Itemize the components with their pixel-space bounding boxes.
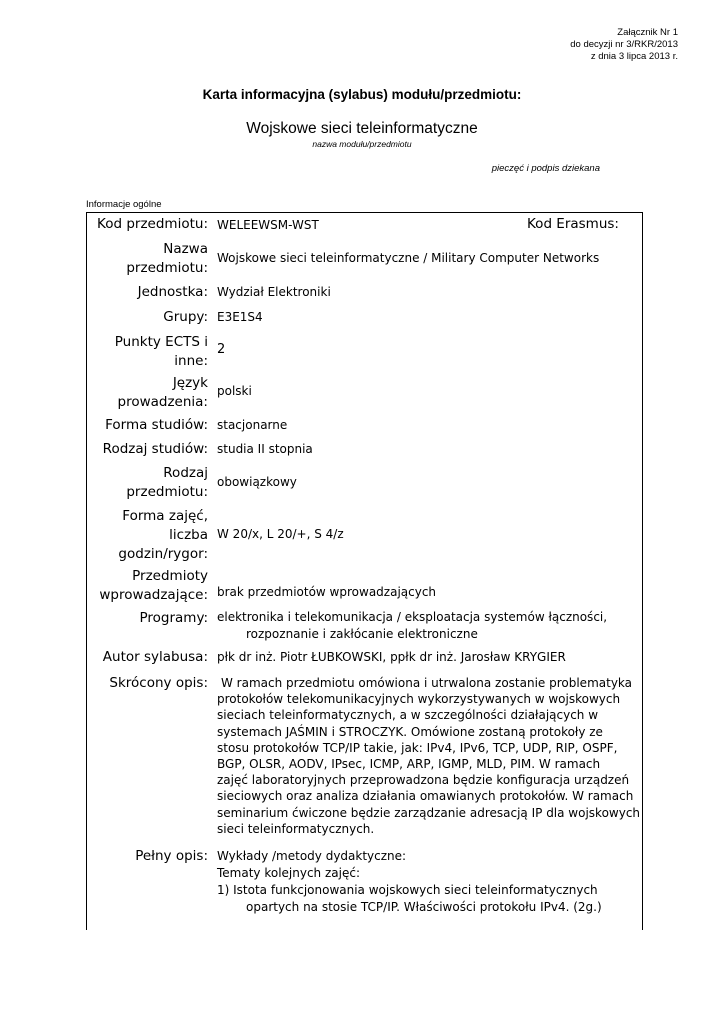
skrocony-opis-line: protokołów telekomunikacyjnych wykorzystywanych w wojskowych: [217, 692, 621, 707]
wprowadzajace-value: brak przedmiotów wprowadzających: [217, 585, 437, 599]
pelny-opis-label: Pełny opis:: [135, 848, 208, 864]
course-name: Wojskowe sieci teleinformatyczne: [246, 120, 478, 137]
skrocony-opis-line: sieciowych oraz analiza działania omawianych protokołów. W ramach: [217, 789, 634, 804]
dean-seal-note: pieczęć i podpis dziekana: [491, 163, 600, 174]
annex-line-1: Załącznik Nr 1: [617, 27, 678, 38]
wprowadzajace-label-line-2: wprowadzające:: [99, 587, 208, 603]
jednostka-value: Wydział Elektroniki: [217, 285, 331, 299]
skrocony-opis-line: sieciach teleinformatycznych, a w szczególności działających w: [217, 708, 599, 723]
frame-right-border: [642, 212, 643, 930]
programy-value-line-2: rozpoznanie i zakłócanie elektroniczne: [246, 627, 478, 641]
rodzaj-przedmiotu-label: [126, 464, 208, 502]
autor-value: płk dr inż. Piotr ŁUBKOWSKI, ppłk dr inż. Jarosław KRYGIER: [217, 650, 566, 664]
autor-label: Autor sylabusa:: [102, 649, 208, 665]
pelny-opis-line: opartych na stosie TCP/IP. Właściwości protokołu IPv4. (2g.): [246, 900, 602, 914]
programy-value-line-1: elektronika i telekomunikacja / eksploatacja systemów łączności,: [217, 610, 608, 624]
forma-zajec-label-line-1: Forma zajęć,: [122, 508, 208, 524]
skrocony-opis-line: W ramach przedmiotu omówiona i utrwalona zostanie problematyka: [221, 676, 633, 690]
nazwa-label: [126, 240, 208, 278]
erasmus-label: Kod Erasmus:: [527, 216, 619, 232]
pelny-opis-line: Wykłady /metody dydaktyczne:: [217, 849, 407, 863]
kod-value: WELEEWSM-WST: [217, 218, 319, 232]
section-label: Informacje ogólne: [86, 199, 162, 210]
jednostka-label: Jednostka:: [137, 284, 208, 300]
pelny-opis-text: [217, 848, 642, 916]
skrocony-opis-line: stosu protokołów TCP/IP takie, jak: IPv4, IPv6, TCP, UDP, RIP, OSPF,: [217, 740, 618, 755]
forma-zajec-value: W 20/x, L 20/+, S 4/z: [217, 527, 344, 541]
forma-studiow-label: Forma studiów:: [105, 417, 208, 433]
frame-left-border: [86, 212, 87, 930]
skrocony-opis-label: Skrócony opis:: [109, 675, 208, 691]
course-name-caption: nazwa modułu/przedmiotu: [312, 139, 412, 149]
jezyk-value: polski: [217, 384, 252, 398]
forma-zajec-label: [118, 507, 208, 564]
ects-label: [115, 333, 208, 371]
skrocony-opis-line: BGP, OLSR, AODV, IPsec, ICMP, ARP, IGMP, MLD, PIM. W ramach: [217, 757, 601, 772]
rodzaj-studiow-label: Rodzaj studiów:: [102, 441, 208, 457]
skrocony-opis-line: zajęć laboratoryjnych przeprowadzona będzie konfiguracja urządzeń: [217, 773, 630, 788]
wprowadzajace-label: [99, 567, 208, 605]
nazwa-value: Wojskowe sieci teleinformatyczne / Military Computer Networks: [217, 251, 600, 265]
ects-label-line-2: inne:: [174, 353, 208, 369]
nazwa-label-line-1: Nazwa: [163, 241, 208, 257]
jezyk-label-line-1: Język: [172, 375, 208, 391]
ects-label-line-1: Punkty ECTS i: [114, 334, 208, 350]
annex-line-3: z dnia 3 lipca 2013 r.: [590, 51, 678, 62]
skrocony-opis-text: [217, 675, 642, 837]
pelny-opis-line: Tematy kolejnych zajęć:: [217, 866, 360, 880]
frame-top-border: [86, 212, 643, 213]
skrocony-opis-line: sieci teleinformatycznych.: [217, 821, 375, 836]
rodzaj-studiow-value: studia II stopnia: [217, 442, 313, 456]
jezyk-label-line-2: prowadzenia:: [117, 394, 208, 410]
skrocony-opis-line: systemach JAŚMIN i STROCZYK. Omówione zostaną protokoły ze: [217, 724, 603, 739]
kod-label: Kod przedmiotu:: [97, 216, 208, 232]
rodzaj-przedmiotu-label-line-1: Rodzaj: [163, 465, 208, 481]
nazwa-label-line-2: przedmiotu:: [126, 260, 208, 276]
programy-label: Programy:: [139, 610, 208, 626]
ects-value: 2: [217, 342, 226, 357]
forma-studiow-value: stacjonarne: [217, 418, 288, 432]
wprowadzajace-label-line-1: Przedmioty: [132, 568, 208, 584]
grupy-value: E3E1S4: [217, 310, 263, 324]
document-title: Karta informacyjna (sylabus) modułu/przedmiotu:: [202, 87, 522, 102]
jezyk-label: [118, 374, 209, 412]
forma-zajec-label-line-3: godzin/rygor:: [118, 546, 208, 562]
programy-value: [217, 609, 607, 643]
skrocony-opis-line: seminarium ćwiczone będzie zarządzanie adresacją IP dla wojskowych: [217, 805, 641, 820]
forma-zajec-label-line-2: liczba: [169, 527, 208, 543]
rodzaj-przedmiotu-value: obowiązkowy: [217, 475, 297, 489]
pelny-opis-line: 1) Istota funkcjonowania wojskowych sieci teleinformatycznych: [217, 883, 598, 897]
rodzaj-przedmiotu-label-line-2: przedmiotu:: [126, 484, 208, 500]
grupy-label: Grupy:: [163, 309, 208, 325]
annex-line-2: do decyzji nr 3/RKR/2013: [570, 39, 678, 50]
annex-note: [570, 27, 678, 63]
